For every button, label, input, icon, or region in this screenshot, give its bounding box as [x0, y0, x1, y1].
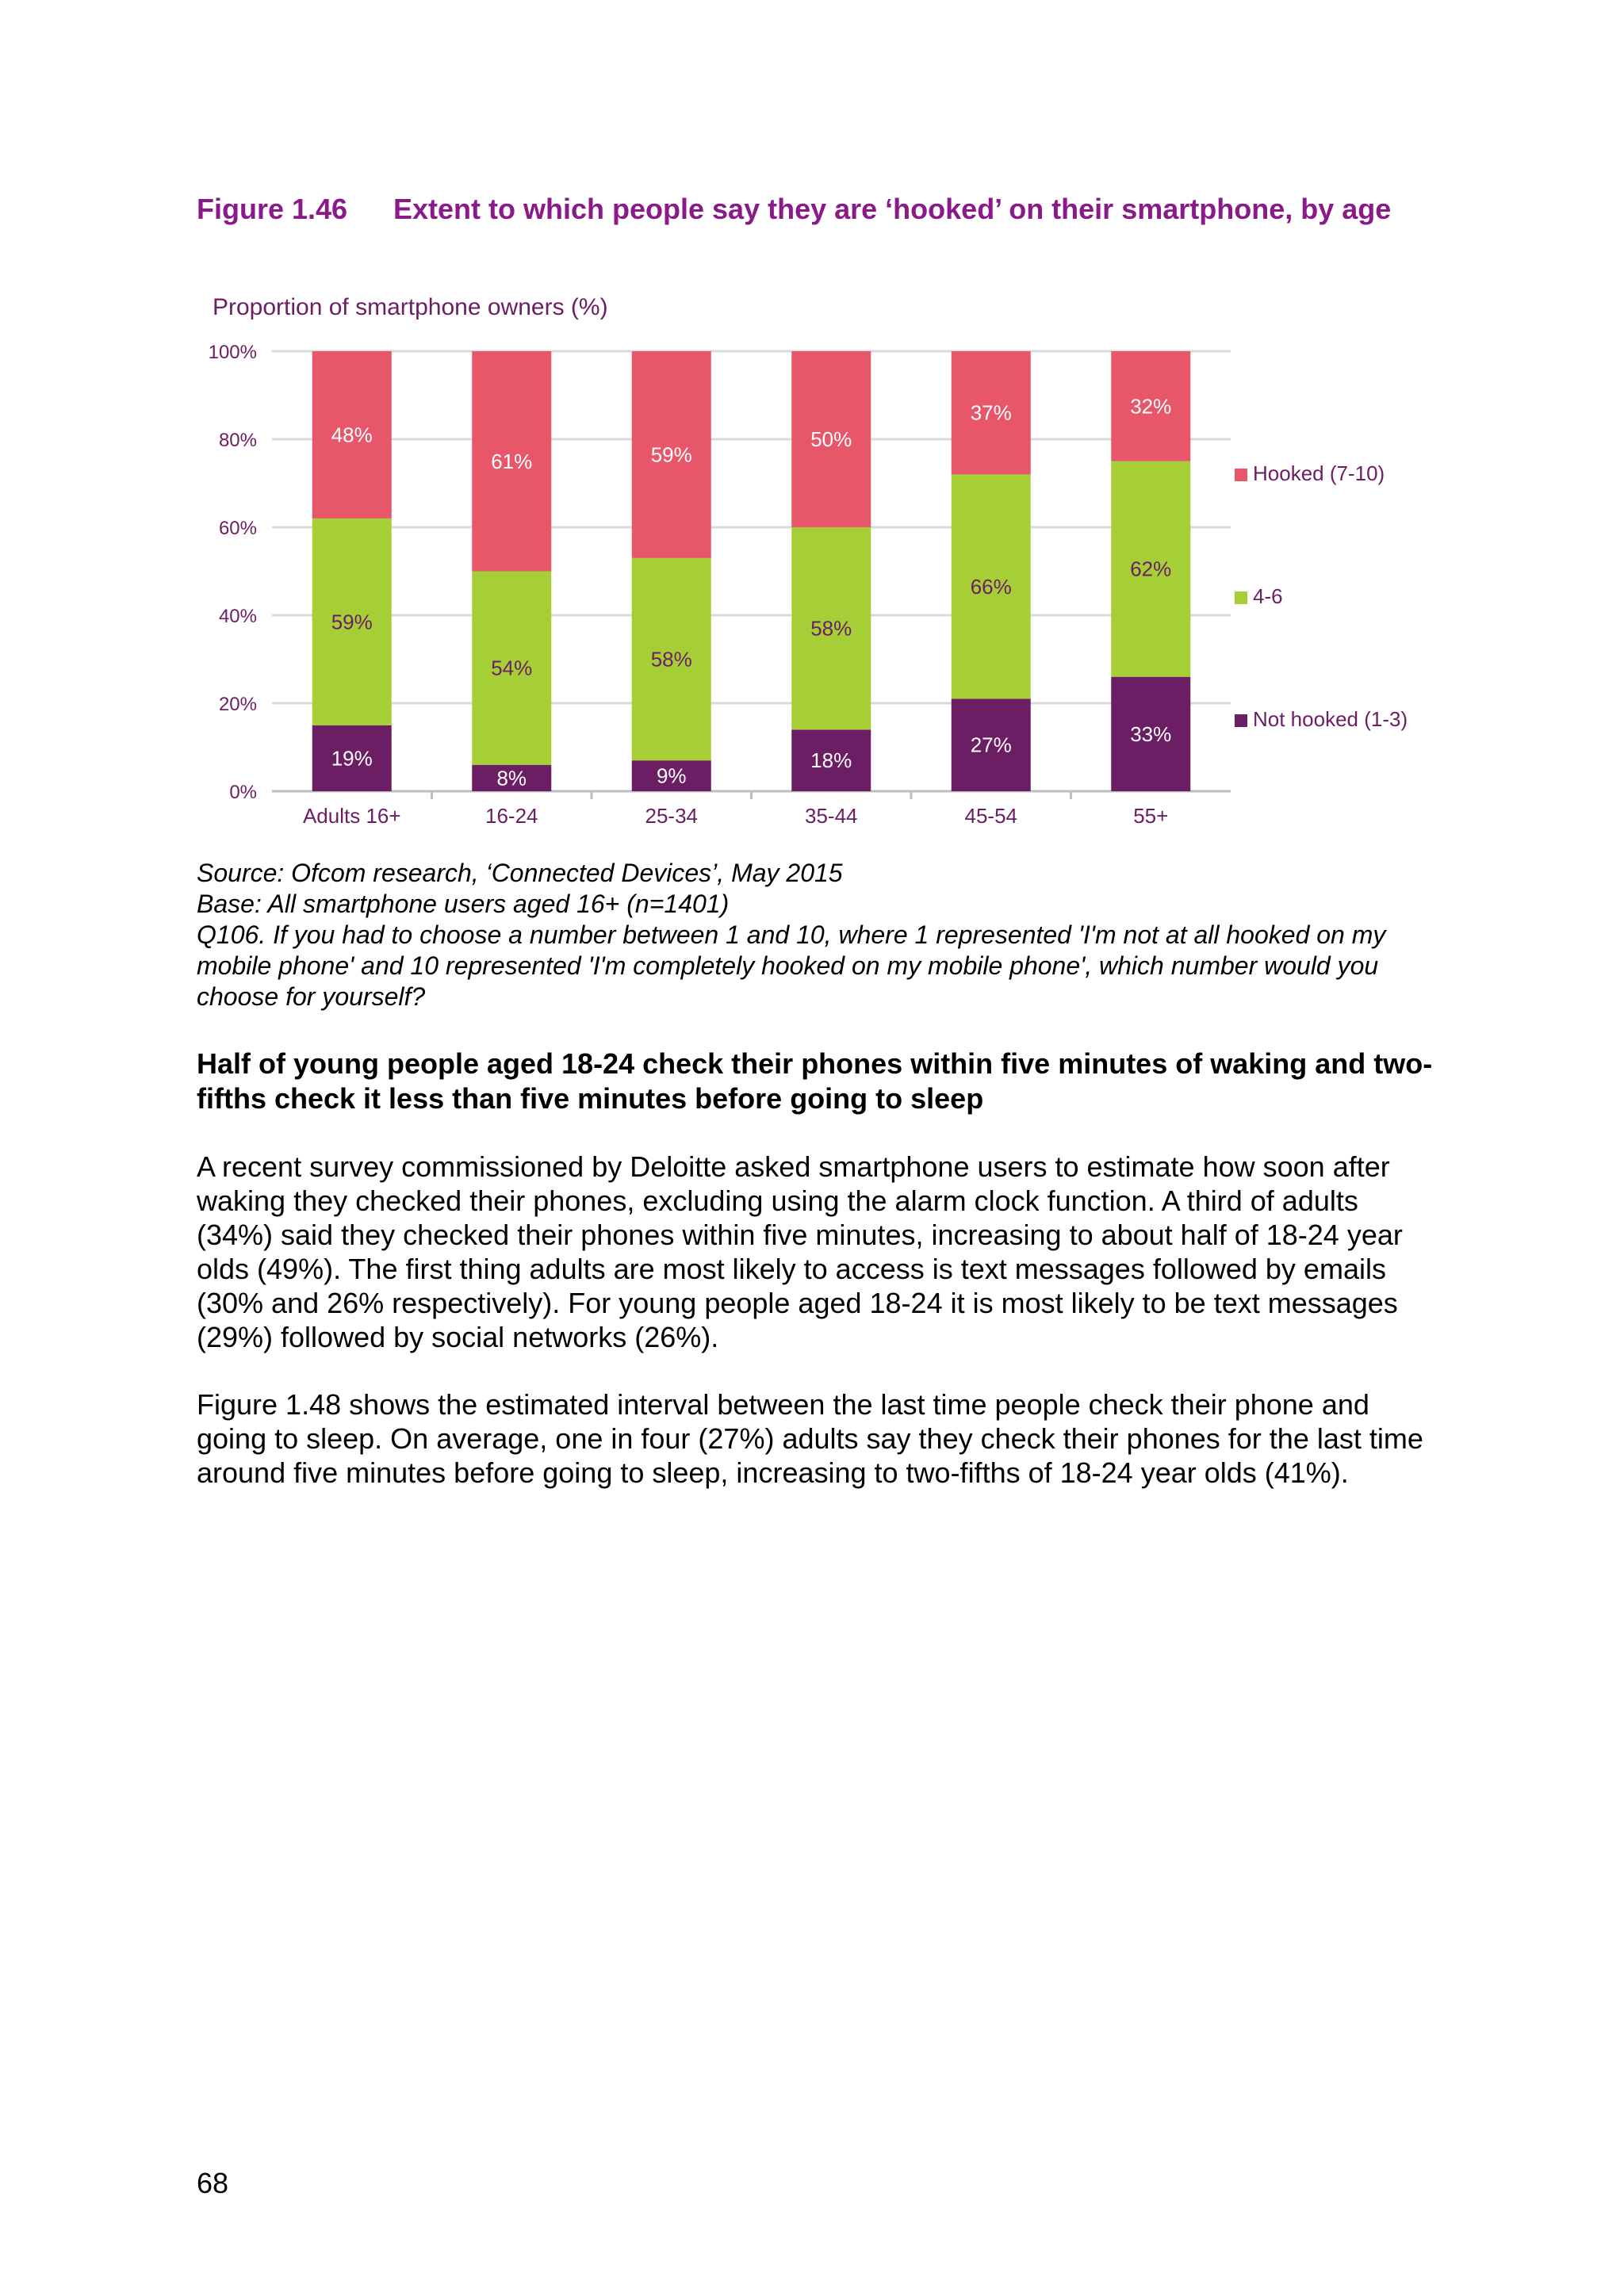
figure-number: Figure 1.46	[197, 193, 348, 225]
data-label: 59%	[331, 610, 373, 634]
x-tick-label: 45-54	[964, 804, 1017, 828]
data-label: 62%	[1130, 557, 1172, 581]
data-label: 27%	[970, 733, 1012, 757]
data-label: 58%	[810, 616, 852, 641]
legend-swatch	[1235, 714, 1247, 727]
y-tick-label: 100%	[208, 342, 257, 363]
data-label: 61%	[491, 449, 533, 473]
section-heading: Half of young people aged 18-24 check their phones within five minutes of waking and two-fifths check it less than five minutes before going to sleep	[197, 1047, 1433, 1115]
data-label: 66%	[970, 574, 1012, 599]
x-tick-label: 16-24	[485, 804, 538, 828]
page-number: 68	[197, 2167, 229, 2199]
y-tick-label: 80%	[218, 430, 257, 451]
y-tick-label: 60%	[218, 518, 257, 539]
stacked-bar-chart	[159, 281, 1475, 836]
body-paragraph-2: Figure 1.48 shows the estimated interval between the last time people check their phone and going to sleep. On average, one in four (27%) adults say they check their phones for the last time around five minutes before going to sleep, increasing to two-fifths of 18-24 year olds (41%).	[197, 1388, 1423, 1489]
data-label: 9%	[656, 763, 687, 788]
x-tick-label: 35-44	[805, 804, 858, 828]
figure-notes	[197, 858, 1465, 1012]
gridlines	[272, 351, 1231, 799]
data-label: 59%	[650, 442, 692, 467]
y-axis-title: Proportion of smartphone owners (%)	[213, 294, 608, 320]
body-paragraph-1: A recent survey commissioned by Deloitte asked smartphone users to estimate how soon after waking they checked their phones, excluding using the alarm clock function. A third of adults (34%) said they checked their phones within five minutes, increasing to about half of 18-24 year olds (49%). The first thing adults are most likely to access is text messages followed by emails (30% and 26% respectively). For young people aged 18-24 it is most likely to be text messages (29%) followed by social networks (26%).	[197, 1150, 1403, 1353]
source-note: Source: Ofcom research, ‘Connected Devices’, May 2015	[197, 859, 843, 887]
figure-caption: Extent to which people say they are ‘hooked’ on their smartphone, by age	[393, 193, 1392, 225]
data-label: 18%	[810, 748, 852, 773]
x-tick-label: 25-34	[645, 804, 698, 828]
y-tick-label: 40%	[218, 606, 257, 627]
data-label: 54%	[491, 656, 533, 680]
y-axis-ticks	[209, 342, 257, 803]
data-label: 19%	[331, 746, 373, 771]
data-label: 58%	[650, 647, 692, 672]
legend-label: Hooked (7-10)	[1253, 461, 1385, 485]
y-tick-label: 20%	[218, 694, 257, 715]
data-label: 50%	[810, 427, 852, 451]
question-note: Q106. If you had to choose a number between 1 and 10, where 1 represented 'I'm not at all hooked on my mobile phone' and 10 represented 'I'm completely hooked on my mobile phone', which number would you choose for yourself?	[197, 920, 1386, 1011]
data-label: 8%	[496, 766, 527, 790]
legend-label: 4-6	[1253, 584, 1283, 608]
legend-swatch	[1235, 591, 1247, 604]
legend-swatch	[1235, 469, 1247, 481]
x-tick-label: 55+	[1133, 804, 1169, 828]
y-tick-label: 0%	[229, 782, 257, 803]
legend-label: Not hooked (1-3)	[1253, 707, 1408, 731]
data-label: 48%	[331, 423, 373, 447]
data-label: 37%	[970, 400, 1012, 425]
legend	[1235, 461, 1408, 731]
x-axis-ticks	[303, 804, 1168, 828]
figure-title	[197, 192, 1434, 227]
bars	[312, 351, 1191, 791]
data-label: 33%	[1130, 721, 1172, 746]
base-note: Base: All smartphone users aged 16+ (n=1401)	[197, 890, 730, 918]
x-tick-label: Adults 16+	[302, 804, 401, 828]
data-label: 32%	[1130, 394, 1172, 419]
